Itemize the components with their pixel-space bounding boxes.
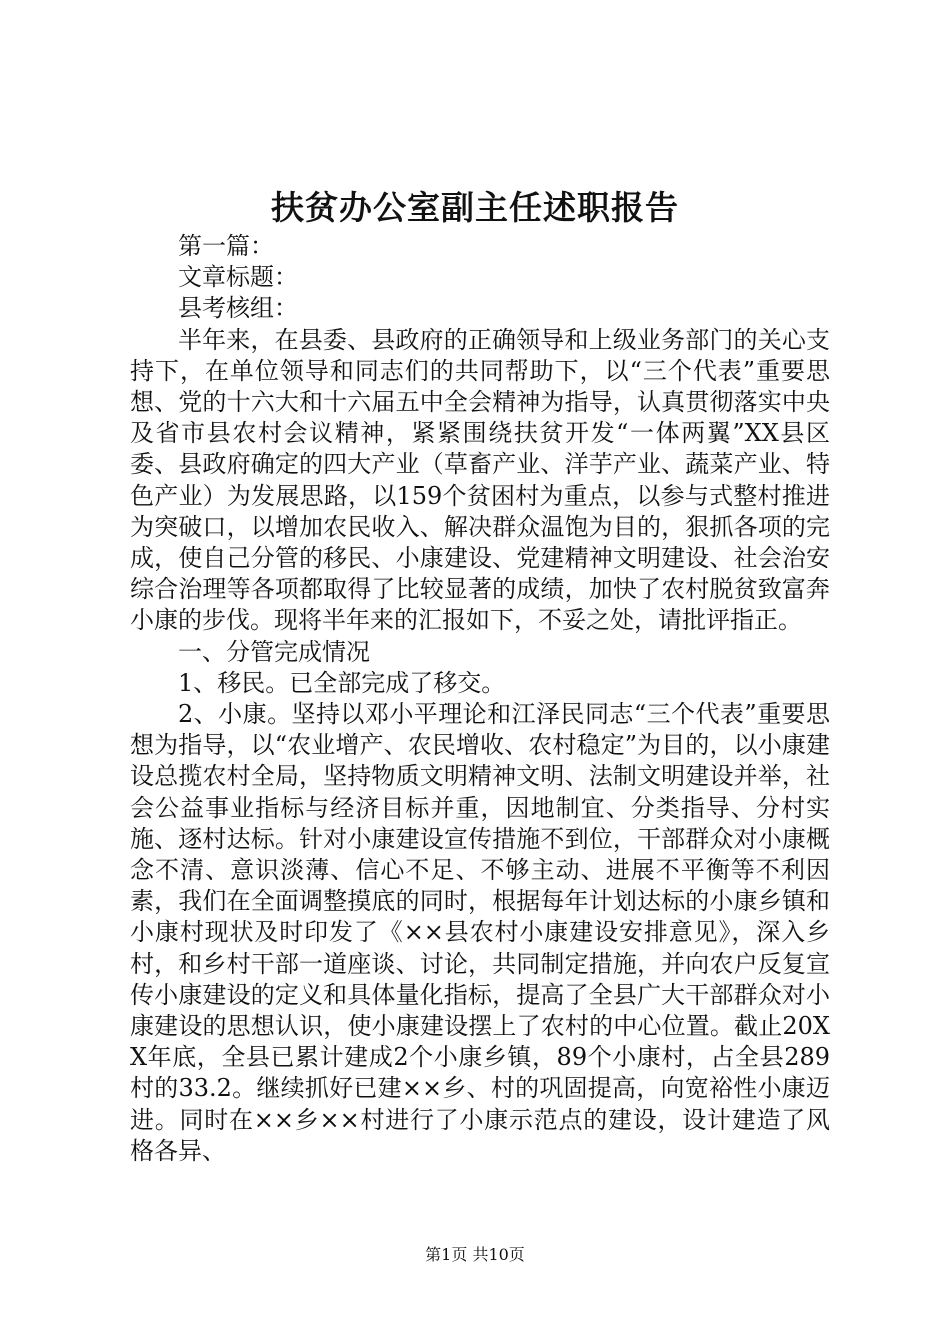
document-title: 扶贫办公室副主任述职报告 [271,188,679,227]
section-heading-first: 第一篇： [178,232,274,260]
page-number-footer: 第1页 共10页 [425,1245,525,1264]
document-body [130,231,830,1167]
article-title-label: 文章标题： [178,263,298,292]
section-heading-work-status: 一、分管完成情况 [178,637,370,666]
intro-paragraph: 半年来，在县委、县政府的正确领导和上级业务部门的关心支持下，在单位领导和同志们的共同帮助下，以“三个代表”重要思想、党的十六大和十六届五中全会精神为指导，认真贯彻落实中央及省市县农村会议精神，紧紧围绕扶贫开发“一体两翼”XX县区委、县政府确定的四大产业（草畜产业、洋芋产业、蔬菜产业、特色产业）为发展思路，以159个贫困村为重点，以参与式整村推进为突破口，以增加农民收入、解决群众温饱为目的，狠抓各项的完成，使自己分管的移民、小康建设、党建精神文明建设、社会治安综合治理等各项都取得了比较显著的成绩，加快了农村脱贫致富奔小康的步伐。现将半年来的汇报如下，不妥之处，请批评指正。 [130,325,830,635]
salutation: 县考核组： [178,294,298,323]
item-xiaokang: 2、小康。坚持以邓小平理论和江泽民同志“三个代表”重要思想为指导，以“农业增产、农民增收、农村稳定”为目的，以小康建设总揽农村全局，坚持物质文明精神文明、法制文明建设并举，社会公益事业指标与经济目标并重，因地制宜、分类指导、分村实施、逐村达标。针对小康建设宣传措施不到位，干部群众对小康概念不清、意识淡薄、信心不足、不够主动、进展不平衡等不利因素，我们在全面调整摸底的同时，根据每年计划达标的小康乡镇和小康村现状及时印发了《××县农村小康建设安排意见》，深入乡村，和乡村干部一道座谈、讨论，共同制定措施，并向农户反复宣传小康建设的定义和具体量化指标，提高了全县广大干部群众对小康建设的思想认识，使小康建设摆上了农村的中心位置。截止20XX年底，全县已累计建成2个小康乡镇，89个小康村，占全县289村的33.2。继续抓好已建××乡、村的巩固提高，向宽裕性小康迈进。同时在××乡××村进行了小康示范点的建设，设计建造了风格各异、 [130,700,830,1165]
item-migration: 1、移民。已全部完成了移交。 [178,668,506,697]
